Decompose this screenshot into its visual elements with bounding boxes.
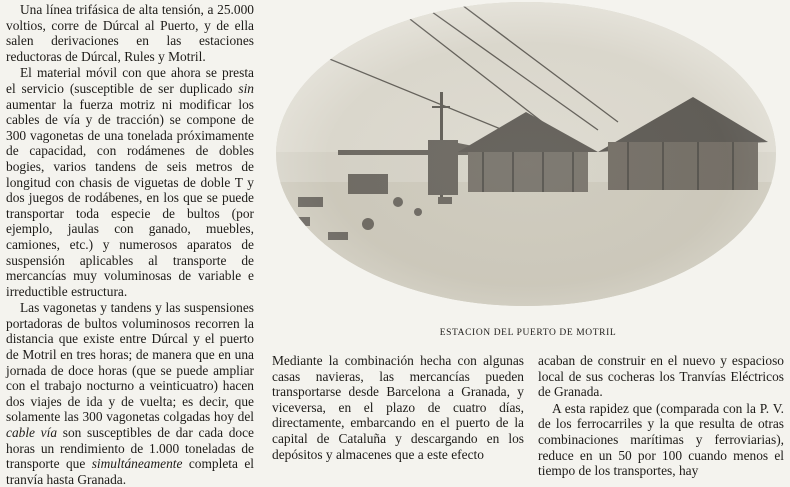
- paragraph: Mediante la combinación hecha con algunas casas navieras, las mercancías pueden transportarse desde Barcelona a Granada, y viceversa, en el plazo de cuatro días, directamente, embarcando en el puerto de la capital de Cataluña y descargando en los depósitos y almacenes que a este efecto: [272, 353, 524, 462]
- middle-text-column: [272, 353, 524, 462]
- paragraph-text: son susceptibles de dar cada doce horas un rendimiento de 1.000 toneladas de transporte que: [6, 425, 254, 472]
- italic-text: cable vía: [6, 425, 58, 441]
- right-text-column: [538, 353, 784, 479]
- paragraph-text: completa el tranvía hasta Granada.: [6, 456, 255, 487]
- italic-text: simultáneamente: [91, 456, 183, 472]
- left-text-column: [6, 2, 254, 487]
- paragraph: acaban de construir en el nuevo y espacioso local de sus cocheras los Tranvías Eléctricos de Granada.: [538, 353, 784, 400]
- station-photo: [268, 2, 788, 314]
- paragraph-text: El material móvil con que ahora se presta el servicio (susceptible de ser duplicado: [6, 65, 254, 96]
- paragraph-text: Las vagonetas y tandens y las suspensiones portadoras de bultos voluminosos recorren la distancia que existe entre Dúrcal y el puerto de Motril en tres horas; de manera que en una jornada de doce horas (que se puede ampliar con el trabajo nocturno a veinticuatro) hacen dos viajes de ida y de vuelta; es decir, que solamente las 300 vagonetas colgadas hoy del: [6, 300, 254, 425]
- italic-text: sin: [238, 80, 254, 96]
- figure-caption: ESTACION DEL PUERTO DE MOTRIL: [439, 328, 617, 338]
- paragraph-text: Una línea trifásica de alta tensión, a 25.000 voltios, corre de Dúrcal al Puerto, y de ella salen derivaciones en las estaciones reductoras de Dúrcal, Rules y Motril.: [6, 2, 254, 64]
- paragraph: [6, 2, 254, 64]
- paragraph: A esta rapidez que (comparada con la P. V. de los ferrocarriles y la que resulta de otras combinaciones marítimas y ferroviarias), reduce en un 50 por 100 cuando menos el tiempo de los transportes, hay: [538, 400, 784, 479]
- paragraph: [6, 300, 254, 487]
- paragraph: [6, 65, 254, 299]
- paragraph-text: aumentar la fuerza motriz ni modificar los cables de vía y de tracción) se compone de 300 vagonetas de una tonelada próximamente de capacidad, con rodámenes de dobles bogies, varios tandens de seis metros de longitud con chasis de viguetas de doble T y dos juegos de rodábenes, en los que se puede transportar toda especie de bultos (por ejemplo, jaulas con ganado, muebles, camiones, etc.) y numerosos aparatos de suspensión aplicables al transporte de mercancías muy voluminosas de variable e irreductible estructura.: [6, 96, 254, 299]
